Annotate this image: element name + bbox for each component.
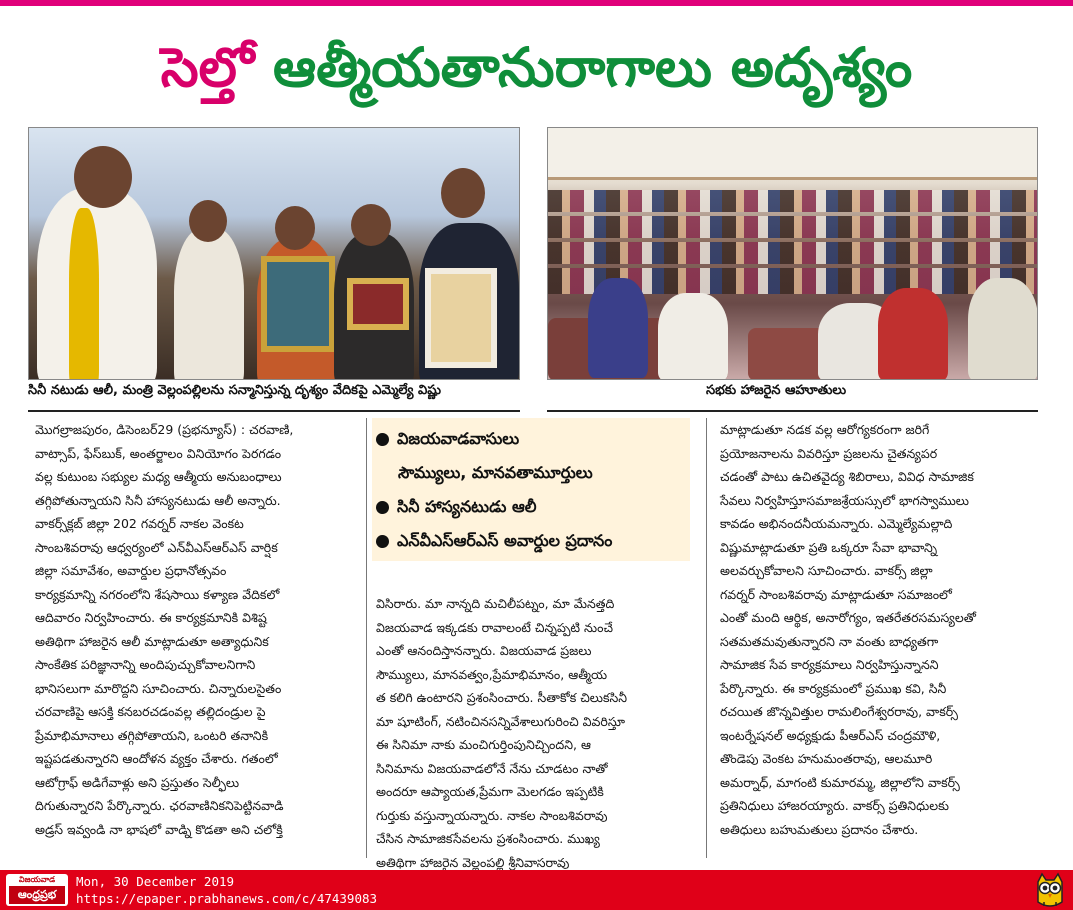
article-line: రచయిత జొన్నవిత్తుల రామలింగేశ్వరరావు, వాకర్స్ (720, 704, 958, 719)
highlight-text: సినీ హాస్యనటుడు ఆలీ (397, 497, 537, 516)
publication-logo[interactable] (6, 874, 68, 906)
photo-framed-portrait (261, 256, 335, 352)
article-line: వాకర్స్‌క్లబ్ జిల్లా 202 గవర్నర్ నాకల వెంకట (35, 516, 244, 531)
article-line: అతిథిగా హాజరైన వెల్లంపల్లి శ్రీనివాసరావు (376, 854, 570, 870)
article-column-1 (35, 418, 358, 841)
photo-figure (878, 288, 948, 380)
epaper-url-link[interactable]: https://epaper.prabhanews.com/c/47439083 (76, 891, 378, 906)
logo-edition: విజయవాడ (18, 875, 56, 884)
article-line: ఎంతో మంది ఆర్థిక, అనారోగ్యం, ఇతరేతరసమస్యలతో (720, 610, 976, 625)
article-line: చడంతో పాటు ఉచితవైద్య శిబిరాలు, వివిధ సామాజిక (720, 469, 974, 484)
article-line: ఆదివారం నిర్వహించారు. ఈ కార్యక్రమానికి విశిష్ట (35, 610, 267, 625)
article-line: అడ్రస్ ఇవ్వండి నా భాషలో వాడ్ని కొడతా అని చలోక్తి (35, 821, 283, 837)
bullet-icon (376, 433, 389, 446)
article-line: ఎంతో ఆనందిస్తానన్నారు. విజయవాడ ప్రజలు (376, 643, 592, 658)
article-line: ఇష్టపడతున్నారని ఆందోళన వ్యక్తం చేశారు. గతంలో (35, 751, 278, 766)
article-line: సేవలు నిర్వహిస్తూసమాజశ్రేయస్సులో భాగస్వాములు (720, 492, 969, 508)
photo-figure (588, 278, 648, 378)
article-line: కావడం అభినందనీయమన్నారు. ఎమ్మెల్యేమల్లాది (720, 516, 953, 531)
article-line: తగ్గిపోతున్నాయని సినీ హాస్యనటుడు ఆలీ అన్నారు. (35, 492, 281, 508)
left-photo-caption: సినీ నటుడు ఆలీ, మంత్రి వెల్లంపల్లిలను సన్మానిస్తున్న దృశ్యం వేదికపై ఎమ్మెల్యే విష్ణు (28, 383, 442, 398)
caption-rule-right (547, 410, 1038, 412)
right-photo-caption: సభకు హాజరైన ఆహూతులు (706, 383, 847, 398)
article-line: ప్రతినిధులు హాజరయ్యారు. వాకర్స్ ప్రతినిధులకు (720, 798, 949, 813)
article-line: గవర్నర్ సాంబశివరావు మాట్లాడుతూ సమాజంలో (720, 586, 952, 602)
article-line: కార్యక్రమాన్ని నగరంలోని శేషసాయి కళ్యాణ వేదికలో (35, 586, 280, 602)
article-line: ఈ సినిమా నాకు మంచిగుర్తింపునిచ్చిందని, ఆ (376, 737, 591, 752)
owl-icon[interactable] (1034, 872, 1066, 908)
column-divider (366, 418, 367, 858)
caption-rule-left (28, 410, 520, 412)
article-line: అతిథిగా హాజరైన ఆలీ మాట్లాడుతూ అత్యాధునిక (35, 633, 269, 649)
article-line: అతిధులు బహుమతులు ప్రదానం చేశారు. (720, 821, 919, 837)
highlight-item (376, 422, 684, 456)
bullet-icon (376, 535, 389, 548)
article-line: త కలిగి ఉంటారని ప్రశంసించారు. సీతాకోక చిలుకసినీ (376, 690, 628, 705)
highlight-item (376, 490, 684, 524)
stage-felicitation-photo (28, 127, 520, 380)
photo-head (275, 206, 315, 250)
photo-head (351, 204, 391, 246)
article-line: సినిమాను విజయవాడలోనే నేను చూడటం నాతో (376, 760, 608, 776)
epaper-footer-bar (0, 870, 1073, 910)
photo-crowd-row (548, 216, 1037, 238)
photo-head (189, 200, 227, 242)
article-line: దిగుతున్నారని పేర్కొన్నారు. ఛరవాణినికనిపెట్టినవాడి (35, 798, 284, 813)
edition-date: Mon, 30 December 2019 (76, 874, 235, 889)
photo-hall-ceiling (548, 128, 1037, 180)
logo-masthead: ఆంధ్రప్రభ (9, 886, 65, 904)
headline-part-1: సెల్ (160, 36, 255, 99)
article-line: భానిసలుగా మారొద్దని సూచించారు. చిన్నారులసైతం (35, 680, 282, 696)
article-line: ప్రేమాభిమానాలు తగ్గిపోతాయని, ఒంటరి తనానికి (35, 727, 269, 743)
article-line: వల్ల కుటుంబ సభ్యుల మధ్య ఆత్మీయ అనుబంధాలు (35, 469, 282, 484)
highlight-text: విజయవాడవాసులు (397, 429, 520, 448)
article-column-3 (720, 418, 1038, 841)
article-line: మాట్లాడుతూ నడక వల్ల ఆరోగ్యకరంగా జరిగే (720, 422, 930, 437)
photo-memento (347, 278, 409, 330)
photo-crowd-row (548, 242, 1037, 264)
article-line: ఆటోగ్రాఫ్ అడిగేవాళ్లు అని ప్రస్తుతం సెల్ఫీలు (35, 774, 240, 790)
top-accent-rule (0, 0, 1073, 6)
article-line: సామాజిక సేవ కార్యక్రమాలు నిర్వహిస్తున్నానని (720, 657, 939, 672)
article-line: తొండెపు వెంకట హనుమంతరావు, ఆలమూరి (720, 751, 933, 766)
highlight-item-continued: సౌమ్యులు, మానవతామూర్తులు (398, 463, 593, 482)
headline-part-2: తో ఆత్మీయతానురాగాలు అదృశ్యం (254, 36, 913, 99)
photo-figure (658, 293, 728, 380)
article-line: గుర్తుకు వస్తున్నాయన్నారు. నాకల సాంబశివరావు (376, 807, 608, 823)
photo-deity-frame (425, 268, 497, 368)
article-line: విసిరారు. మా నాన్నది మచిలీపట్నం, మా మేనత్తది (376, 596, 615, 611)
photo-crowd-row (548, 190, 1037, 212)
article-line: విష్ణుమాట్లాడుతూ ప్రతి ఒక్కరూ సేవా భావాన్ని (720, 539, 938, 555)
article-line: జిల్లా సమావేశం, అవార్డుల ప్రధానోత్సవం (35, 563, 227, 578)
article-line: సాంబశివరావు ఆధ్వర్యంలో ఎన్‌వీఎస్ఆర్ఎస్ వార్షిక (35, 539, 278, 555)
column-divider (706, 418, 707, 858)
highlight-text: ఎన్‌వీఎస్‌ఆర్ఎస్ అవార్డుల ప్రదానం (397, 531, 613, 550)
article-line: అలవర్చుకోవాలని సూచించారు. వాకర్స్ జిల్లా (720, 563, 933, 578)
photo-figure (174, 228, 244, 380)
article-line: వాట్సాప్, ఫేస్‌బుక్, అంతర్జాలం వినియోగం పెరగడం (35, 445, 282, 461)
photo-head (441, 168, 485, 218)
highlight-item (376, 524, 684, 558)
article-line: ప్రయోజనాలను వివరిస్తూ ప్రజలను చైతన్యపర (720, 445, 938, 461)
audience-photo (547, 127, 1038, 380)
article-line: ఇంటర్నేషనల్ అధ్యక్షుడు పీఆర్ఎస్ చంద్రమౌళి, (720, 727, 941, 743)
photo-figure (968, 278, 1038, 380)
article-line: అమర్నాధ్, మాగంటి కుమారమ్మ, జిల్లాలోని వాకర్స్ (720, 774, 960, 790)
article-line: విజయవాడ ఇక్కడకు రావాలంటే చిన్నప్పటి నుంచే (376, 619, 613, 635)
bullet-icon (376, 501, 389, 514)
article-line: అందరూ ఆప్యాయత,ప్రేమగా మెలగడం ఇప్పటికి (376, 784, 604, 799)
photo-shawl (69, 208, 99, 380)
article-line: సతమతమవుతున్నారని నా వంతు బాధ్యతగా (720, 633, 939, 649)
photo-head (74, 146, 132, 208)
article-line: చేసిన సామాజికసేవలను ప్రశంసించారు. ముఖ్య (376, 831, 600, 846)
article-line: పేర్కొన్నారు. ఈ కార్యక్రమంలో ప్రముఖ కవి, సినీ (720, 680, 947, 696)
page-headline (0, 18, 1073, 118)
article-column-2 (376, 592, 689, 874)
article-line: మొగల్రాజపురం, డిసెంబర్29 (ప్రభన్యూస్) : చరవాణి, (35, 422, 294, 437)
article-line: సౌమ్యులు, మానవత్వం,ప్రేమాభిమానం, ఆత్మీయ (376, 666, 608, 682)
article-line: సాంకేతిక పరిజ్ఞానాన్ని అందిపుచ్చుకోవాలనిగాని (35, 657, 256, 672)
article-line: చరవాణిపై ఆసక్తి కనబరచడంవల్ల తల్లిదండ్రుల పై (35, 704, 266, 719)
article-line: మా షూటింగ్, నటించినసన్నివేశాలుగురించి వివరిస్తూ (376, 713, 625, 729)
highlights-box (372, 418, 690, 561)
